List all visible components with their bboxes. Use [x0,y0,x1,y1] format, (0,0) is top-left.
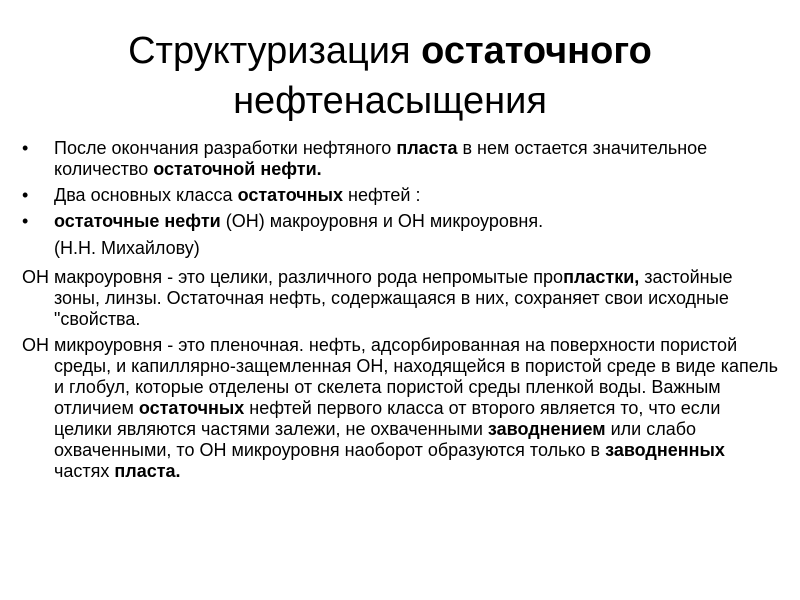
bullet-text: После окончания разработки нефтяного [54,138,397,158]
bullet-bold: остаточные нефти [54,211,221,231]
bullet-icon: • [22,138,29,158]
paragraph-text: нефтей первого класса от второго является то, что если целики являются частями залежи, не охваченными [54,398,721,439]
paragraph-text: ОН микроуровня - это пленочная. нефть, адсорбированная на поверхности пористой среды, и капиллярно-защемленная ОН, находящейся в пористой среде в виде капель и глобул, которые отделены от скелета пористой среды пленкой воды. Важным отличием [22,335,779,418]
paragraph-micro [22,335,782,482]
paragraph-text: или слабо охваченными, то ОН микроуровня наоборот образуются только в [54,419,697,460]
title-line2: нефтенасыщения [233,80,547,122]
slide-title [0,26,780,126]
title-bold: остаточного [421,30,652,72]
paragraph-bold: остаточных [138,398,245,418]
paragraph-macro [22,267,782,330]
paragraph-bold: заводнением [487,419,606,439]
title-text: Структуризация [128,30,422,72]
paragraph-bold: пластки, [563,267,640,287]
bullet-bold: остаточной нефти. [153,159,322,179]
paragraph-text: застойные зоны, линзы. Остаточная нефть, содержащаяся в них, сохраняет свои исходные "свойства. [54,267,733,329]
bullet-icon: • [22,185,29,205]
slide-body [22,138,782,487]
paragraph-bold: пласта. [114,461,181,481]
bullet-item [22,138,782,180]
bullet-text: Два основных класса [54,185,238,205]
bullet-item [22,211,782,232]
bullet-bold: остаточных [237,185,344,205]
author-reference: (Н.Н. Михайлову) [54,238,200,258]
bullet-text: нефтей : [343,185,421,205]
bullet-icon: • [22,211,29,231]
bullet-text: в нем остается значительное количество [54,138,708,179]
bullet-text: (ОН) макроуровня и ОН микроуровня. [220,211,544,231]
paragraph-text: частях [54,461,115,481]
bullet-item [22,185,782,206]
paragraph-bold: заводненных [605,440,725,460]
paragraph-text: ОН макроуровня - это целики, различного рода непромытые про [22,267,564,287]
bullet-bold: пласта [396,138,458,158]
